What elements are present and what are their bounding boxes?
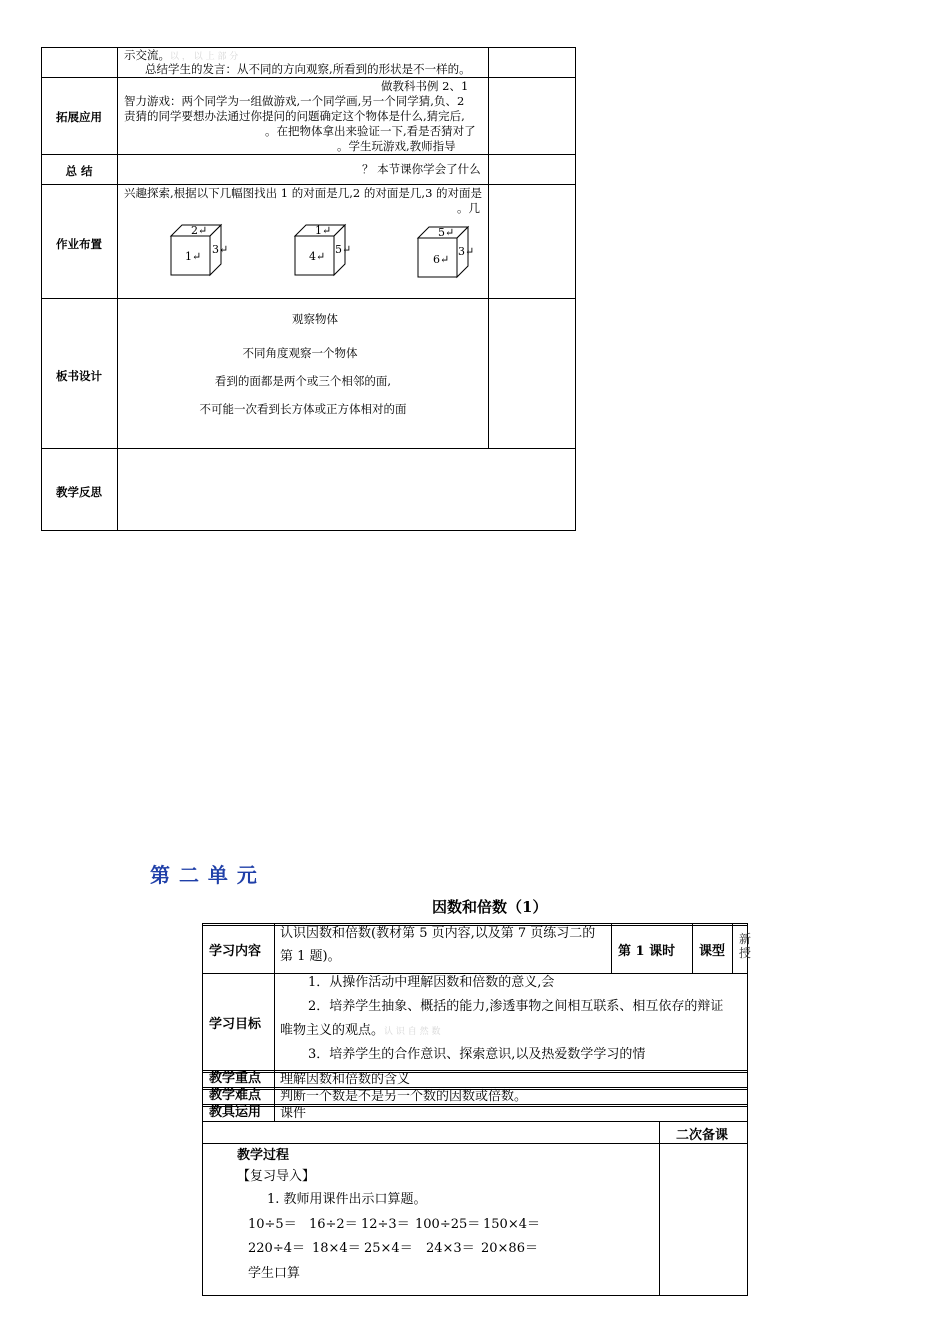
row2-line1: 做教科书例 2、1	[381, 79, 469, 93]
calc-1-2: 16÷2＝	[309, 1217, 358, 1232]
step-1: 1. 教师用课件出示口算题。	[267, 1192, 427, 1207]
type-value-2: 授	[739, 946, 752, 960]
type-label: 课型	[699, 944, 726, 959]
board-line-4: 不可能一次看到长方体或正方体相对的面	[199, 402, 407, 416]
cube-3-top-label: 5↵	[438, 226, 455, 239]
content-line-1: 认识因数和倍数(教材第 5 页内容,以及第 7 页练习二的	[280, 926, 596, 941]
content-line-2: 第 1 题)。	[280, 949, 341, 964]
cube-3-side-label: 3↵	[458, 245, 475, 258]
row2-line2: 智力游戏：两个同学为一组做游戏,一个同学画,另一个同学猜,负、2	[124, 94, 465, 108]
row2-line3: 责猜的同学要想办法通过你提问的问题确定这个物体是什么,猜完后,	[124, 109, 465, 123]
student-oral-calc: 学生口算	[248, 1266, 301, 1281]
calc-2-5: 20×86＝	[481, 1241, 538, 1256]
calc-2-4: 24×3＝	[426, 1241, 475, 1256]
row1-line2: 总结学生的发言：从不同的方向观察,所看到的形状是不一样的。	[145, 62, 471, 76]
goal-1: 1．从操作活动中理解因数和倍数的意义,会	[308, 975, 555, 990]
calc-1-3: 12÷3＝	[361, 1217, 410, 1232]
cube-1-side-label: 3↵	[212, 243, 229, 256]
label-summary: 总 结	[65, 164, 93, 178]
calc-2-1: 220÷4＝	[248, 1241, 305, 1256]
unit-title: 第 二 单 元	[150, 863, 258, 887]
label-difficulty: 教学难点	[209, 1088, 262, 1103]
label-extension: 拓展应用	[56, 110, 102, 124]
cube-2-side-label: 5↵	[335, 243, 352, 256]
row2-line5: 。学生玩游戏,教师指导	[337, 139, 456, 153]
tools-value: 课件	[280, 1106, 307, 1121]
board-line-1: 观察物体	[292, 312, 338, 326]
row4-line2: 。几	[457, 201, 480, 215]
review-heading: 【复习导入】	[237, 1169, 316, 1184]
label-reflection: 教学反思	[56, 485, 102, 499]
calc-1-1: 10÷5＝	[248, 1217, 297, 1232]
type-value-1: 新	[739, 932, 752, 946]
board-line-2: 不同角度观察一个物体	[242, 346, 358, 360]
cube-1-top-label: 2↵	[191, 224, 208, 237]
calc-2-2: 18×4＝	[312, 1241, 361, 1256]
label-tools: 教具运用	[209, 1105, 262, 1120]
label-key-point: 教学重点	[209, 1071, 262, 1086]
difficulty-value: 判断一个数是不是另一个数的因数或倍数。	[280, 1089, 528, 1104]
label-board-design: 板书设计	[56, 369, 102, 383]
period-label: 第 1 课时	[618, 944, 676, 959]
board-line-3: 看到的面都是两个或三个相邻的面,	[214, 374, 392, 388]
row3-text: ？ 本节课你学会了什么	[362, 162, 481, 176]
goal-2b: 唯物主义的观点。	[280, 1023, 385, 1038]
label-learning-content: 学习内容	[209, 944, 262, 959]
calc-1-4: 100÷25＝	[415, 1217, 481, 1232]
cube-1-front-label: 1↵	[185, 250, 202, 263]
lesson-title: 因数和倍数（1）	[432, 898, 548, 916]
row1-line1: 示交流。	[124, 48, 170, 62]
cube-3	[407, 220, 482, 284]
calc-2-3: 25×4＝	[364, 1241, 413, 1256]
cube-1	[160, 218, 235, 282]
label-homework: 作业布置	[56, 237, 102, 251]
cube-2-top-label: 1↵	[315, 224, 332, 237]
teaching-process-title: 教学过程	[237, 1148, 290, 1163]
second-prep-header: 二次备课	[676, 1128, 729, 1143]
goal-2b-faint: 认 识 自 然 数	[384, 1027, 441, 1037]
goal-3: 3．培养学生的合作意识、探索意识,以及热爱数学学习的情	[308, 1047, 646, 1062]
label-learning-goals: 学习目标	[209, 1017, 262, 1032]
cube-2-front-label: 4↵	[309, 250, 326, 263]
goal-2a: 2．培养学生抽象、概括的能力,渗透事物之间相互联系、相互依存的辩证	[308, 999, 724, 1014]
cube-2	[284, 218, 359, 282]
row1-faint-text: 以 ， 以 上 部 分	[170, 52, 239, 62]
row2-line4: 。在把物体拿出来验证一下,看是否猜对了	[265, 124, 476, 138]
cube-3-front-label: 6↵	[433, 253, 450, 266]
calc-1-5: 150×4＝	[483, 1217, 540, 1232]
row4-line1: 兴趣探索,根据以下几幅图找出 1 的对面是几,2 的对面是几,3 的对面是	[124, 186, 483, 200]
key-point-value: 理解因数和倍数的含义	[280, 1072, 411, 1087]
